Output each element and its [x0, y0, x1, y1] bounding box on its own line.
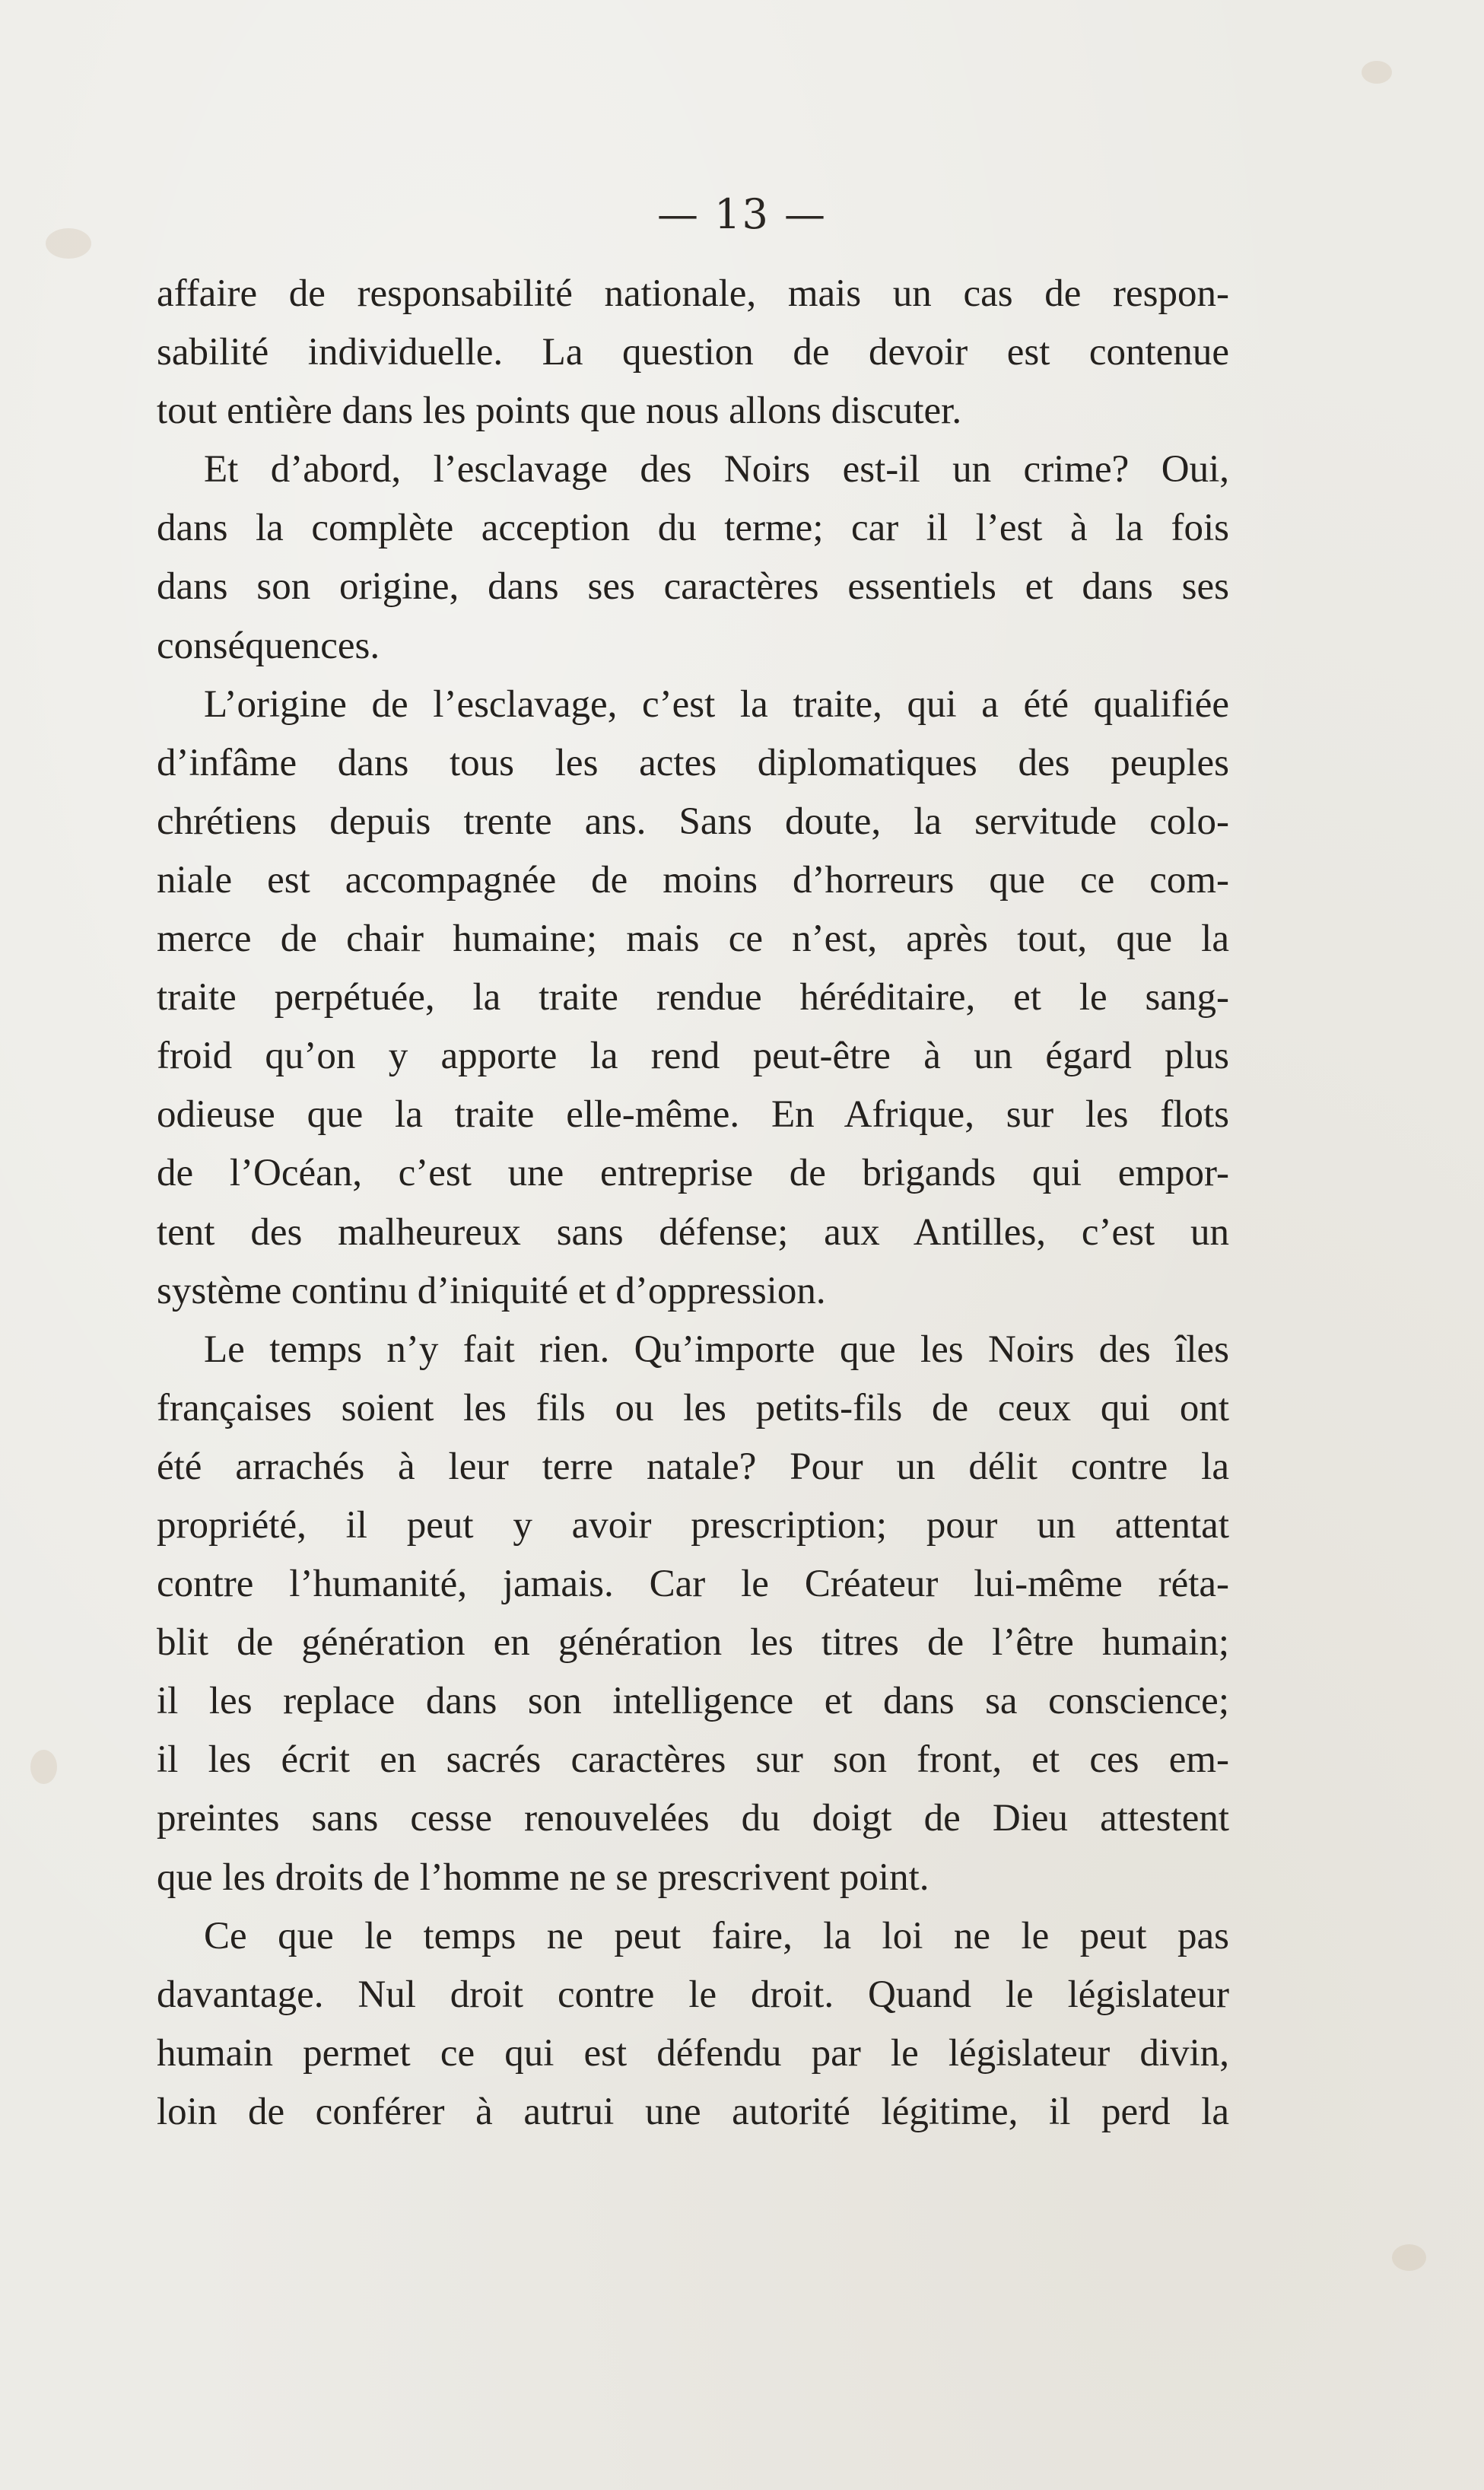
text-line: conséquences. [157, 624, 380, 667]
text-line: blit de génération en génération les titres de l’être humain; [157, 1621, 1229, 1665]
text-line: de l’Océan, c’est une entreprise de brigands qui empor- [157, 1152, 1229, 1195]
text-line: été arrachés à leur terre natale? Pour un délit contre la [157, 1445, 1229, 1488]
text-line: humain permet ce qui est défendu par le législateur divin, [157, 2031, 1229, 2075]
text-line: davantage. Nul droit contre le droit. Quand le législateur [157, 1973, 1229, 2016]
paragraph [157, 265, 1229, 440]
paragraph [157, 1907, 1229, 2142]
text-line: affaire de responsabilité nationale, mais un cas de respon- [157, 272, 1229, 315]
foxing-spot [1392, 2244, 1426, 2271]
text-line: système continu d’iniquité et d’oppression. [157, 1269, 826, 1312]
text-line: preintes sans cesse renouvelées du doigt de Dieu attestent [157, 1797, 1229, 1840]
text-line: Ce que le temps ne peut faire, la loi ne le peut pas [204, 1914, 1229, 1957]
text-line: loin de conférer à autrui une autorité légitime, il perd la [157, 2090, 1229, 2133]
text-line: françaises soient les fils ou les petits-fils de ceux qui ont [157, 1386, 1229, 1429]
text-line: que les droits de l’homme ne se prescrivent point. [157, 1856, 929, 1899]
paragraph [157, 440, 1229, 675]
text-line: propriété, il peut y avoir prescription; pour un attentat [157, 1503, 1229, 1547]
text-line: chrétiens depuis trente ans. Sans doute, la servitude colo- [157, 800, 1229, 843]
foxing-spot [30, 1750, 57, 1784]
text-line: Le temps n’y fait rien. Qu’importe que les Noirs des îles [204, 1328, 1229, 1371]
text-line: Et d’abord, l’esclavage des Noirs est-il un crime? Oui, [204, 448, 1229, 491]
text-line: niale est accompagnée de moins d’horreurs que ce com- [157, 858, 1229, 902]
paragraph [157, 676, 1229, 1321]
text-line: dans la complète acception du terme; car il l’est à la fois [157, 507, 1229, 550]
text-line: il les écrit en sacrés caractères sur son front, et ces em- [157, 1738, 1229, 1782]
text-line: d’infâme dans tous les actes diplomatiques des peuples [157, 741, 1229, 784]
paragraph [157, 1321, 1229, 1907]
text-line: froid qu’on y apporte la rend peut-être à un égard plus [157, 1035, 1229, 1078]
text-line: odieuse que la traite elle-même. En Afrique, sur les flots [157, 1093, 1229, 1137]
text-line: merce de chair humaine; mais ce n’est, après tout, que la [157, 917, 1229, 961]
text-line: tent des malheureux sans défense; aux Antilles, c’est un [157, 1210, 1229, 1254]
text-line: il les replace dans son intelligence et dans sa conscience; [157, 1680, 1229, 1723]
foxing-spot [1362, 61, 1392, 84]
text-line: traite perpétuée, la traite rendue héréditaire, et le sang- [157, 976, 1229, 1019]
text-line: L’origine de l’esclavage, c’est la traite, qui a été qualifiée [204, 682, 1229, 726]
text-line: sabilité individuelle. La question de devoir est contenue [157, 331, 1229, 374]
body-text [157, 265, 1229, 2142]
text-line: contre l’humanité, jamais. Car le Créateur lui-même réta- [157, 1563, 1229, 1606]
text-line: dans son origine, dans ses caractères essentiels et dans ses [157, 565, 1229, 609]
text-line: tout entière dans les points que nous allons discuter. [157, 390, 962, 433]
page-number: — 13 — [656, 190, 828, 238]
